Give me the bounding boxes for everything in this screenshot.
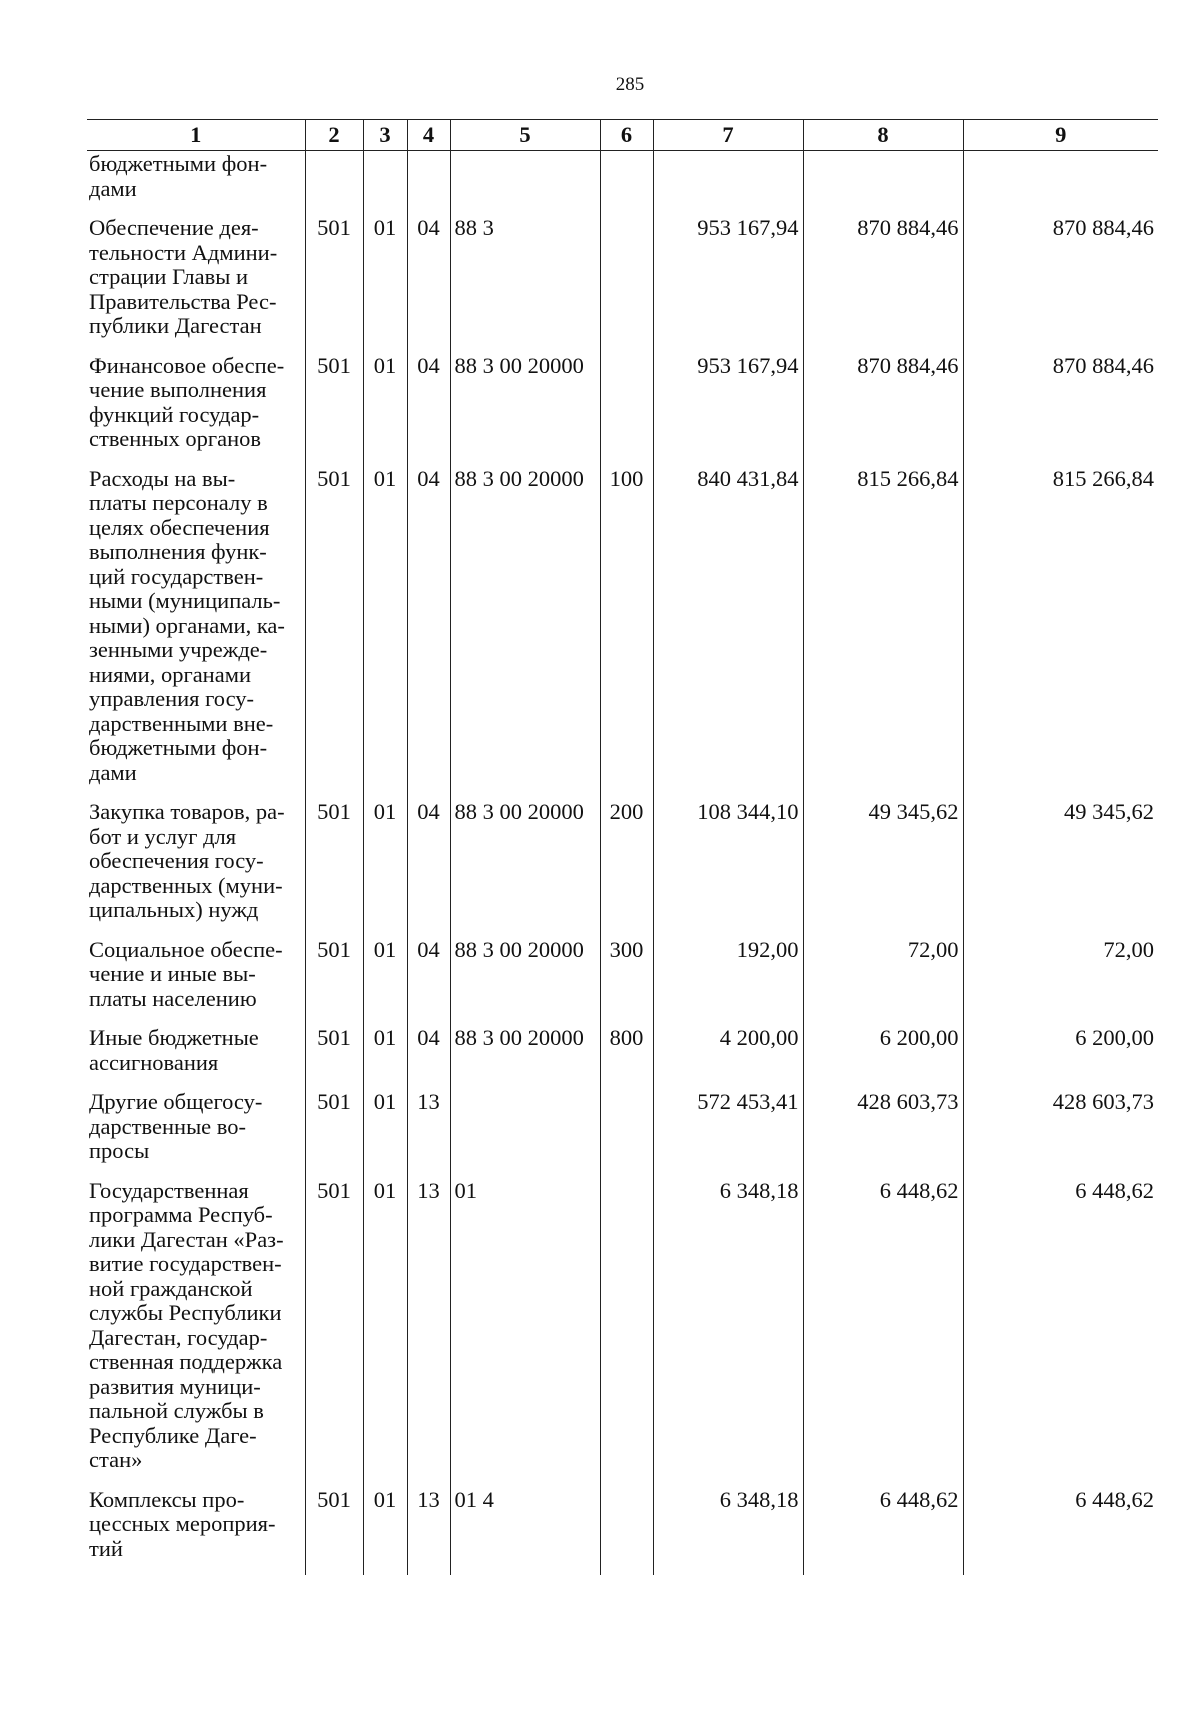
cell-amount-year1: 192,00 [653,938,803,1027]
cell-amount-year3: 72,00 [963,938,1158,1027]
row-name: Другие общегосу- дарственные во- просы [89,1089,263,1163]
cell-amount-year1 [653,151,803,217]
cell-subsection: 04 [407,800,450,938]
cell-ministry-code: 501 [305,938,363,1027]
cell-ministry-code: 501 [305,354,363,467]
cell-section: 01 [363,354,407,467]
cell-amount-year3: 815 266,84 [963,467,1158,801]
cell-amount-year2: 6 200,00 [803,1026,963,1090]
table-row [87,151,1158,217]
cell-amount-year1: 4 200,00 [653,1026,803,1090]
cell-target-article: 88 3 [450,216,600,354]
cell-ministry-code: 501 [305,467,363,801]
cell-subsection: 04 [407,938,450,1027]
cell-subsection: 04 [407,467,450,801]
cell-amount-year2: 72,00 [803,938,963,1027]
table-row [87,1090,1158,1179]
table-row [87,467,1158,801]
cell-ministry-code: 501 [305,216,363,354]
cell-target-article [450,1090,600,1179]
cell-expense-type: 800 [600,1026,653,1090]
cell-amount-year3: 6 448,62 [963,1488,1158,1576]
cell-amount-year3 [963,151,1158,217]
column-header: 2 [305,120,363,151]
table-row [87,1488,1158,1576]
cell-section: 01 [363,1488,407,1576]
column-header: 9 [963,120,1158,151]
cell-section [363,151,407,217]
cell-amount-year3: 6 200,00 [963,1026,1158,1090]
table-row [87,1026,1158,1090]
column-header: 1 [87,120,305,151]
cell-target-article: 88 3 00 20000 [450,1026,600,1090]
row-name: Закупка товаров, ра- бот и услуг для обеспечения госу- дарственных (муни- ципальных) нужд [89,799,285,922]
row-name: Государственная программа Респуб- лики Дагестан «Раз- витие государствен- ной гражданской службы Республики Дагестан, государ- ственная поддержка развития муници- пальной службы в Республике Даге- стан» [89,1177,284,1472]
cell-expense-type [600,151,653,217]
cell-amount-year2: 815 266,84 [803,467,963,801]
table-body [87,151,1158,1576]
cell-amount-year1: 6 348,18 [653,1179,803,1488]
cell-section: 01 [363,216,407,354]
cell-amount-year2: 49 345,62 [803,800,963,938]
column-header: 5 [450,120,600,151]
cell-ministry-code: 501 [305,800,363,938]
cell-ministry-code [305,151,363,217]
cell-subsection: 04 [407,1026,450,1090]
cell-expense-type [600,216,653,354]
cell-amount-year2: 870 884,46 [803,354,963,467]
cell-section: 01 [363,467,407,801]
cell-subsection: 04 [407,216,450,354]
cell-section: 01 [363,938,407,1027]
row-name: бюджетными фон- дами [89,151,268,201]
cell-subsection: 13 [407,1090,450,1179]
row-name: Обеспечение дея- тельности Админи- страции Главы и Правительства Рес- публики Дагестан [89,215,278,338]
cell-expense-type: 100 [600,467,653,801]
cell-section: 01 [363,1090,407,1179]
table-row [87,1179,1158,1488]
cell-subsection [407,151,450,217]
cell-expense-type: 300 [600,938,653,1027]
cell-target-article [450,151,600,217]
budget-table [87,119,1158,1575]
cell-section: 01 [363,1026,407,1090]
page-number: 285 [615,74,645,95]
cell-subsection: 13 [407,1488,450,1576]
cell-expense-type [600,1090,653,1179]
cell-target-article: 01 [450,1179,600,1488]
cell-ministry-code: 501 [305,1026,363,1090]
column-header: 8 [803,120,963,151]
cell-amount-year2: 6 448,62 [803,1488,963,1576]
row-name: Расходы на вы- платы персоналу в целях обеспечения выполнения функ- ций государствен- ными (муниципаль- ными) органами, ка- зенными учрежде- ниями, органами управления госу- дарственными вне- бюджетными фон- дами [89,465,285,785]
cell-target-article: 01 4 [450,1488,600,1576]
cell-amount-year1: 6 348,18 [653,1488,803,1576]
cell-amount-year1: 108 344,10 [653,800,803,938]
cell-amount-year3: 870 884,46 [963,216,1158,354]
column-header: 6 [600,120,653,151]
cell-section: 01 [363,800,407,938]
header-row [87,120,1158,151]
cell-subsection: 04 [407,354,450,467]
row-name: Комплексы про- цессных мероприя- тий [89,1486,276,1561]
cell-amount-year1: 953 167,94 [653,216,803,354]
cell-amount-year2: 428 603,73 [803,1090,963,1179]
cell-amount-year3: 6 448,62 [963,1179,1158,1488]
table-row [87,354,1158,467]
cell-expense-type [600,1488,653,1576]
cell-target-article: 88 3 00 20000 [450,800,600,938]
column-header: 7 [653,120,803,151]
cell-ministry-code: 501 [305,1488,363,1576]
cell-subsection: 13 [407,1179,450,1488]
cell-target-article: 88 3 00 20000 [450,467,600,801]
cell-amount-year3: 49 345,62 [963,800,1158,938]
cell-amount-year2: 6 448,62 [803,1179,963,1488]
cell-section: 01 [363,1179,407,1488]
cell-amount-year1: 953 167,94 [653,354,803,467]
cell-expense-type: 200 [600,800,653,938]
cell-ministry-code: 501 [305,1179,363,1488]
row-name: Финансовое обеспе- чение выполнения функций государ- ственных органов [89,352,285,451]
table-row [87,800,1158,938]
cell-amount-year2: 870 884,46 [803,216,963,354]
cell-expense-type [600,354,653,467]
table-row [87,938,1158,1027]
cell-amount-year1: 572 453,41 [653,1090,803,1179]
table-row [87,216,1158,354]
cell-expense-type [600,1179,653,1488]
cell-target-article: 88 3 00 20000 [450,354,600,467]
column-header: 3 [363,120,407,151]
cell-target-article: 88 3 00 20000 [450,938,600,1027]
cell-amount-year1: 840 431,84 [653,467,803,801]
cell-ministry-code: 501 [305,1090,363,1179]
cell-amount-year3: 870 884,46 [963,354,1158,467]
column-header: 4 [407,120,450,151]
row-name: Социальное обеспе- чение и иные вы- платы населению [89,936,283,1011]
row-name: Иные бюджетные ассигнования [89,1025,259,1075]
cell-amount-year3: 428 603,73 [963,1090,1158,1179]
cell-amount-year2 [803,151,963,217]
